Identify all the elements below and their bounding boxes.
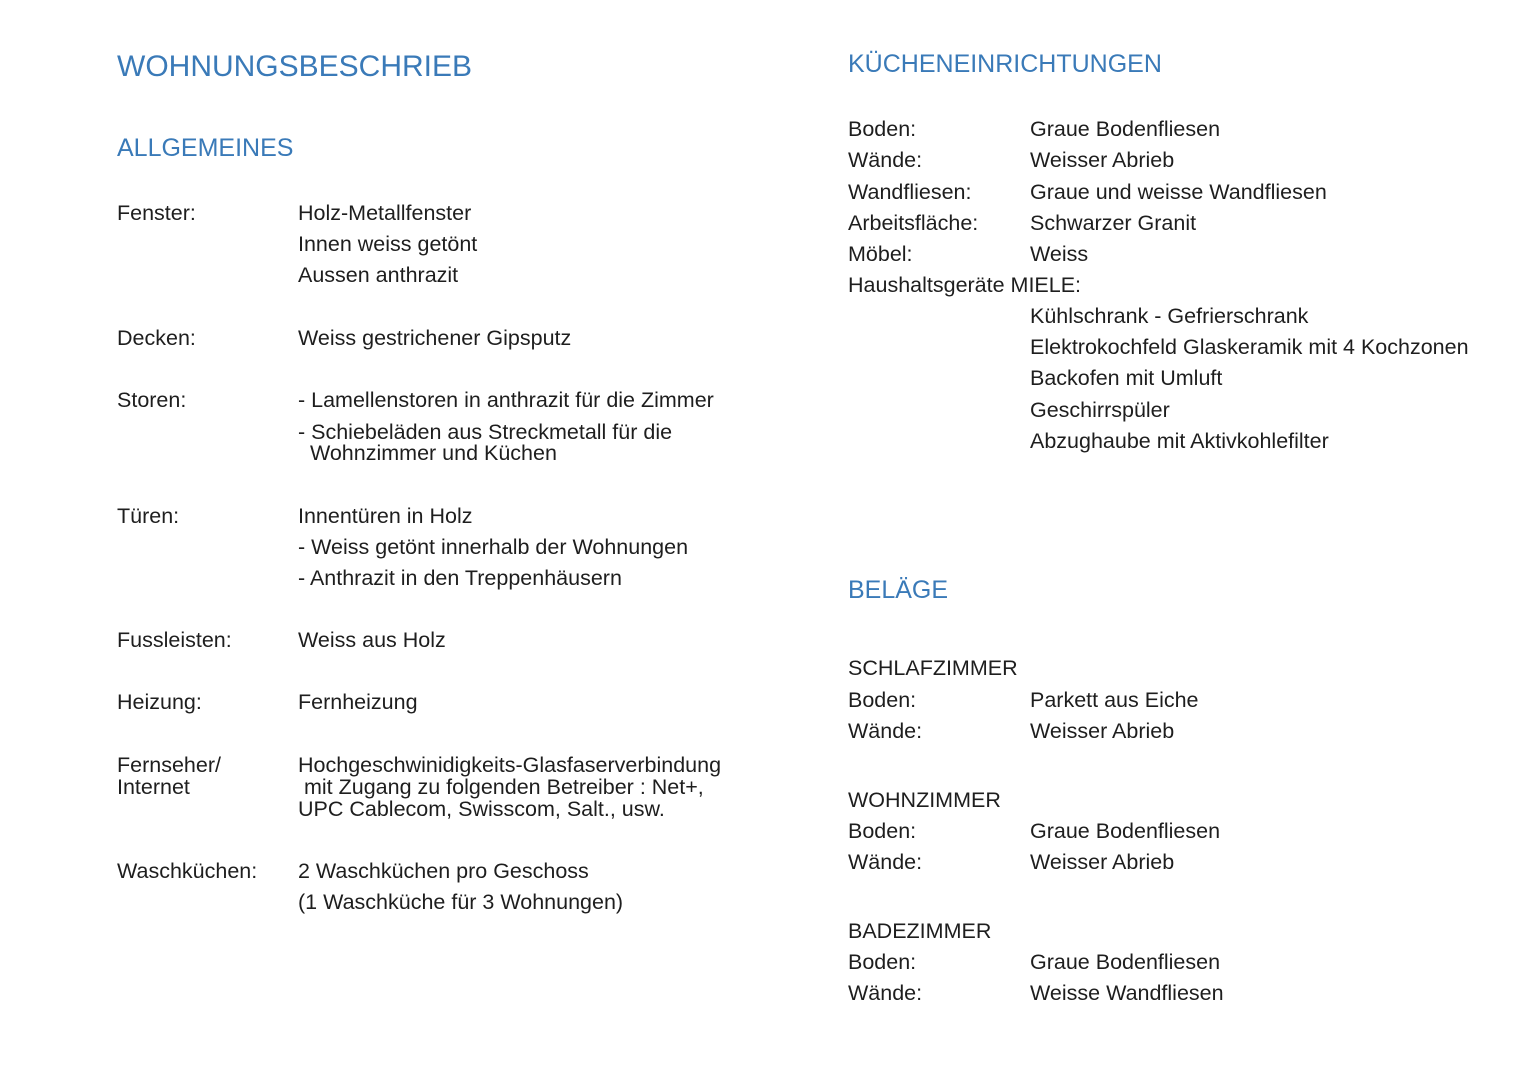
row-value-waschkuechen-2: (1 Waschküche für 3 Wohnungen) (298, 890, 624, 914)
row-label-decken: Decken: (117, 326, 196, 350)
appliance-item: Abzughaube mit Aktivkohlefilter (1030, 429, 1329, 453)
row-value-tueren-2: - Weiss getönt innerhalb der Wohnungen (298, 535, 689, 559)
room-value-waende: Weisser Abrieb (1030, 850, 1175, 874)
room-value-boden: Parkett aus Eiche (1030, 688, 1199, 712)
page-title: WOHNUNGSBESCHRIEB (117, 50, 473, 83)
row-value-tueren-1: Innentüren in Holz (298, 504, 473, 528)
row-label-fenster: Fenster: (117, 201, 196, 225)
room-label-boden: Boden: (848, 688, 917, 712)
row-value-fenster-3: Aussen anthrazit (298, 263, 459, 287)
room-label-boden: Boden: (848, 950, 917, 974)
row-value-fenster-1: Holz-Metallfenster (298, 201, 472, 225)
row-value-internet-3: UPC Cablecom, Swisscom, Salt., usw. (298, 797, 665, 821)
appliances-label: Haushaltsgeräte MIELE: (848, 273, 1082, 297)
room-title-wohnzimmer: WOHNZIMMER (848, 788, 1001, 812)
row-value-heizung: Fernheizung (298, 690, 418, 714)
row-value-fenster-2: Innen weiss getönt (298, 232, 478, 256)
row-value-storen-3: Wohnzimmer und Küchen (298, 441, 557, 465)
room-label-waende: Wände: (848, 850, 923, 874)
row-label-storen: Storen: (117, 388, 187, 412)
kitchen-label-moebel: Möbel: (848, 242, 913, 266)
row-label-internet: Internet (117, 775, 190, 799)
room-label-boden: Boden: (848, 819, 917, 843)
row-value-decken: Weiss gestrichener Gipsputz (298, 326, 572, 350)
room-value-waende: Weisser Abrieb (1030, 719, 1175, 743)
room-label-waende: Wände: (848, 981, 923, 1005)
appliance-item: Geschirrspüler (1030, 398, 1170, 422)
appliance-item: Backofen mit Umluft (1030, 366, 1223, 390)
row-value-storen-2: - Schiebeläden aus Streckmetall für die (298, 420, 673, 444)
kitchen-value-waende: Weisser Abrieb (1030, 148, 1175, 172)
kitchen-label-arbeitsflaeche: Arbeitsfläche: (848, 211, 979, 235)
kitchen-value-boden: Graue Bodenfliesen (1030, 117, 1221, 141)
room-value-boden: Graue Bodenfliesen (1030, 819, 1221, 843)
row-label-fussleisten: Fussleisten: (117, 628, 232, 652)
row-label-tueren: Türen: (117, 504, 180, 528)
row-value-waschkuechen-1: 2 Waschküchen pro Geschoss (298, 859, 589, 883)
row-value-internet-2: mit Zugang zu folgenden Betreiber : Net+, (298, 775, 704, 799)
room-value-boden: Graue Bodenfliesen (1030, 950, 1221, 974)
room-value-waende: Weisse Wandfliesen (1030, 981, 1224, 1005)
appliance-item: Elektrokochfeld Glaskeramik mit 4 Kochzonen (1030, 335, 1469, 359)
section-title-kuecheneinrichtungen: KÜCHENEINRICHTUNGEN (848, 50, 1162, 78)
kitchen-label-waende: Wände: (848, 148, 923, 172)
kitchen-label-boden: Boden: (848, 117, 917, 141)
kitchen-value-wandfliesen: Graue und weisse Wandfliesen (1030, 180, 1327, 204)
section-title-belaege: BELÄGE (848, 576, 949, 604)
section-title-allgemeines: ALLGEMEINES (117, 134, 294, 162)
row-label-heizung: Heizung: (117, 690, 202, 714)
kitchen-value-arbeitsflaeche: Schwarzer Granit (1030, 211, 1197, 235)
row-value-fussleisten: Weiss aus Holz (298, 628, 446, 652)
appliance-item: Kühlschrank - Gefrierschrank (1030, 304, 1309, 328)
row-value-tueren-3: - Anthrazit in den Treppenhäusern (298, 566, 622, 590)
row-label-waschkuechen: Waschküchen: (117, 859, 258, 883)
row-value-internet-1: Hochgeschwinidigkeits-Glasfaserverbindung (298, 753, 722, 777)
kitchen-value-moebel: Weiss (1030, 242, 1089, 266)
row-value-storen-1: - Lamellenstoren in anthrazit für die Zimmer (298, 388, 714, 412)
room-label-waende: Wände: (848, 719, 923, 743)
row-label-fernseher: Fernseher/ (117, 753, 221, 777)
room-title-badezimmer: BADEZIMMER (848, 919, 992, 943)
room-title-schlafzimmer: SCHLAFZIMMER (848, 656, 1018, 680)
kitchen-label-wandfliesen: Wandfliesen: (848, 180, 972, 204)
